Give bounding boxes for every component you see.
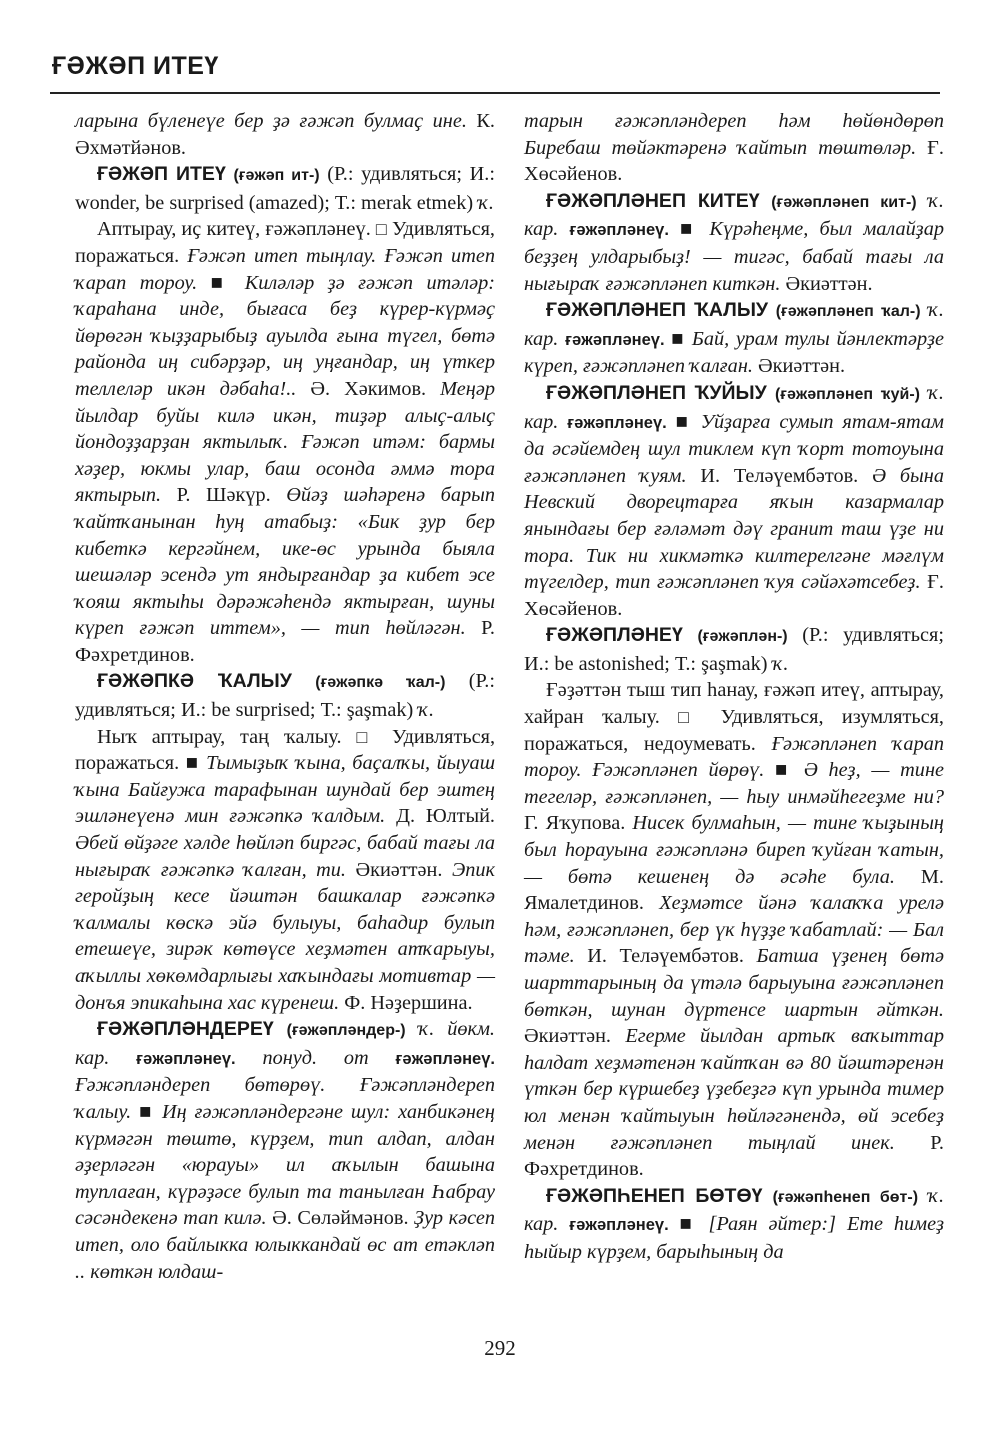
text-run <box>762 1185 772 1207</box>
italic-text: ҡ. <box>772 652 789 675</box>
text-run: ■ <box>764 759 804 782</box>
text-run: М. Ямалетдинов. <box>524 865 944 915</box>
italic-text: Өйәҙ шәһәренә барып ҡайтҡанынан һуң атабыҙ: «Бик ҙур бер кибеткә кергәйнем, ике-өс урында быяла шешәләр эсендә ут яндырғандар ҙа кибет эсе ҡояш яктыһы дәрәжәһендә яктырған, шуны күреп ғәжәп иттем», — тип һөйләгән. <box>75 484 496 640</box>
text-run: ■ <box>664 327 692 350</box>
continued-paragraph <box>524 108 944 188</box>
text-run <box>558 1213 569 1235</box>
cross-reference: ғәжәпләнеү. <box>569 221 669 240</box>
text-run: (Р.: удивляться; И.: be astonished; Т.: şaşmak) <box>524 624 945 675</box>
text-run: Әкиәттән. <box>524 1025 626 1048</box>
text-run: Әкиәттән. <box>345 858 452 881</box>
dictionary-paragraph <box>75 216 495 668</box>
italic-text: Иң ғәжәпләндергәне шул: ханбикәнең күрмәгән төштө, күрҙем, тип алдап, алдан әҙерләгән «юрауы» ил аҡылын башына туплаған, күрәҙәсе булып та танылған Һабрау сәсәндекенә тап килә. <box>75 1100 495 1230</box>
continued-paragraph <box>75 108 495 161</box>
text-run <box>768 299 776 321</box>
italic-text: Хеҙмәтсе йәнә ҡалаҡҡа урелә һәм, ғәжәпләнеп, бер үк һүҙҙе ҡабатлай: — Бал тәме. <box>524 892 944 968</box>
text-run: И. Теләүембәтов. <box>574 945 757 968</box>
text-run: (Р.: удивляться; И.: wonder, be surprised (amazed); Т.: merak etmek) <box>75 163 495 214</box>
italic-text: ҡ. кар. <box>524 299 944 350</box>
italic-text: Бай, урам тулы йәнлектәрҙе күреп, ғәжәпләнеп ҡалған. <box>524 327 944 378</box>
running-head: ҒӘЖӘП ИТЕҮ <box>52 52 219 80</box>
italic-text: ҡ. йөкм. кар. <box>75 1018 495 1069</box>
cross-reference: ғәжәпләнеү. <box>565 330 665 349</box>
headword: ҒӘЖӘПЛӘНЕҮ <box>546 624 683 647</box>
headword-stem: (ғәжәпләнеп ҡал-) <box>775 303 921 321</box>
dictionary-paragraph <box>75 668 495 723</box>
text-run: Ф. Нәҙершина. <box>339 991 473 1014</box>
headword-stem: (ғәжәп ит-) <box>233 167 320 185</box>
text-run <box>767 382 775 404</box>
right-column <box>524 108 944 1266</box>
text-run <box>558 411 567 433</box>
text-run <box>369 1047 396 1069</box>
translation-marker: □ <box>375 219 387 240</box>
text-run: (Р.: удивляться; И.: be surprised; Т.: şaşmak) <box>75 670 496 722</box>
header-rule <box>50 92 940 94</box>
text-run: Д. Юлтый. <box>385 805 495 828</box>
headword: ҒӘЖӘПКӘ ҠАЛЫУ <box>97 670 292 693</box>
headword-stem: (ғәжәпләнеп ҡуй-) <box>774 385 920 403</box>
text-run <box>917 190 929 212</box>
italic-text: ларына бүленеүе бер ҙә ғәжәп булмаҫ ине. <box>75 110 467 132</box>
italic-text: Нисек булмаһын, — тине ҡыҙының был һорауына ғәжәпләнә биреп ҡуйған ҡатын, — бөтә кешенең дә әсәһе була. <box>524 812 944 888</box>
text-run: Аптырау, иҫ китеү, ғәжәпләнеү. <box>97 218 376 241</box>
dictionary-paragraph <box>75 161 495 216</box>
italic-text: Киләләр ҙә ғәжәп итәләр: ҡараһана инде, бығаса беҙ күрер-күрмәҫ йөрөгән ҡыҙҙарыбыҙ ауылда ғына түгел, бөтә районда иң сибәрҙәр, иң уңғандар, иң үткер теллеләр икән дәбаһа!.. <box>75 271 495 400</box>
text-run: Ныҡ аптырау, таң ҡалыу. <box>97 725 357 748</box>
italic-text: Күрәһеңме, был малайҙар беҙҙең улдарыбыҙ! — тигәс, бабай тағы ла нығыраҡ ғәжәпләнеп киткән. <box>524 218 944 295</box>
text-run: ■ <box>668 218 710 241</box>
text-run: Әкиәттән. <box>752 355 846 378</box>
italic-text: Әбей өйҙәге хәлде һөйләп биргәс, бабай тағы ла нығыраҡ ғәжәпкә ҡалған, ти. <box>75 832 495 881</box>
cross-reference: ғәжәпләнеү. <box>136 1049 236 1068</box>
text-run: Ә. Хәкимов. <box>296 377 441 400</box>
italic-text: ҡ. <box>478 191 494 214</box>
italic-text: ҡ. кар. <box>524 381 944 433</box>
text-run: ■ <box>666 410 701 433</box>
dictionary-paragraph <box>524 677 944 1182</box>
italic-text: Ғәжәп итеп тыңлау. Ғәжәп итеп ҡарап тороу. <box>75 244 495 294</box>
left-column <box>75 108 495 1285</box>
text-run: Удивляться, поражаться. ■ <box>75 725 496 775</box>
text-run: Ә. Сөләймәнов. <box>266 1207 415 1230</box>
italic-text: Ә һеҙ, — тине тегеләр, ғәжәпләнеп, — һыу инмәйһегеҙме ни? <box>524 759 945 808</box>
cross-reference: ғәжәпләнеү. <box>395 1049 495 1068</box>
italic-text: Уйҙарға сумып ятам-ятам да әсәйемдең шул тиклем күп ҡорт тотоуына ғәжәпләнеп ҡуям. <box>524 410 944 487</box>
text-run: Р. Фәхретдинов. <box>75 617 495 666</box>
text-run <box>920 382 928 404</box>
text-run: Г. Яҡупова. <box>524 812 633 835</box>
dictionary-paragraph <box>75 1016 495 1285</box>
headword-stem: (ғәжәплән-) <box>697 628 788 646</box>
page-number: 292 <box>484 1336 516 1360</box>
headword: ҒӘЖӘПЛӘНЕП ҠАЛЫУ <box>546 299 769 322</box>
italic-text: ҡ. <box>418 699 435 722</box>
italic-text: [Раян әйтер:] Ете һимеҙ һыйыр күрҙем, барыһының да <box>524 1213 944 1263</box>
italic-text: Ғәжәпләндереп бөтөрөү. Ғәжәпләндереп ҡалыу. <box>75 1074 495 1123</box>
dictionary-paragraph <box>524 380 944 622</box>
italic-text: понуд. от <box>262 1046 369 1069</box>
headword: ҒӘЖӘП ИТЕҮ <box>97 163 226 186</box>
translation-marker: □ <box>356 726 378 747</box>
text-run: ■ <box>131 1100 162 1123</box>
headword: ҒӘЖӘПЛӘНЕП КИТЕҮ <box>546 189 760 212</box>
headword-stem: (ғәжәпләнеп кит-) <box>771 193 917 211</box>
text-run: К. Әхмәтйәнов. <box>75 110 495 159</box>
italic-text: ҡ. кар. <box>524 1184 945 1236</box>
text-run <box>109 1047 136 1069</box>
translation-marker: □ <box>678 707 703 728</box>
cross-reference: ғәжәпләнеү. <box>569 1216 669 1235</box>
headword: ҒӘЖӘПЛӘНЕП ҠУЙЫУ <box>546 381 767 404</box>
text-run <box>760 190 772 212</box>
text-run <box>274 1018 287 1040</box>
text-run: Ғ. Хөсәйенов. <box>524 136 944 186</box>
italic-text: Ҙур кәсеп итеп, оло байлыкка юлыккандай өс ат етәкләп .. көткән юлдаш- <box>75 1207 495 1283</box>
dictionary-paragraph <box>75 724 495 1017</box>
text-run: Ғ. Хөсәйенов. <box>524 571 944 620</box>
text-run <box>406 1018 419 1040</box>
text-run <box>918 1185 928 1207</box>
dictionary-paragraph <box>524 188 944 297</box>
italic-text: Эпик геройҙың кесе йәштән башкалар ғәжәпкә ҡалмалы көскә эйә булыуы, баһадир булып етешеүе, зирәк көтөүсе хеҙмәтен атҡарыуы, аҡыллы хөкөмдарлығы хаҡындағы мотивтар — донъя эпикаһына хас күренеш. <box>75 858 496 1014</box>
text-run: Удивляться, поражаться. <box>75 218 496 267</box>
dictionary-paragraph <box>524 1183 944 1266</box>
italic-text: ҡ. кар. <box>524 189 944 241</box>
text-run: Р. Шәкүр. <box>161 484 287 507</box>
headword: ҒӘЖӘПЛӘНДЕРЕҮ <box>97 1018 274 1041</box>
text-run <box>236 1047 263 1069</box>
text-run <box>292 670 315 692</box>
text-run <box>683 624 698 646</box>
italic-text: тарын ғәжәпләндереп һәм һөйөндөрөп Биребаш төйәктәренә ҡайтып төштөләр. <box>524 110 944 159</box>
cross-reference: ғәжәпләнеү. <box>567 413 667 432</box>
headword-stem: (ғәжәпһенеп бөт-) <box>772 1188 919 1206</box>
text-run <box>558 218 569 240</box>
text-run: ■ <box>197 271 245 294</box>
italic-text: Ә бына Невский дворецтарға яҡын казармалар янындағы бер ғәләмәт дәү гранит таш үҙе ни тора. Тик ни хикмәткә килтерелгәне мәғлүм түгелдер, тип ғәжәпләнеп ҡуя сәйәхәтсебеҙ. <box>524 464 944 594</box>
text-run: ■ <box>668 1213 709 1236</box>
italic-text: Меңәр йылдар буйы килә икән, тиҙәр алыҫ-алыҫ йондоҙҙарҙан яктылыҡ. Ғәжәп итәм: бармы хәҙер, юкмы улар, баш осонда әммә тора яктырып. <box>75 377 495 507</box>
dictionary-paragraph <box>524 622 944 677</box>
text-run: Әкиәттән. <box>780 272 873 295</box>
headword-stem: (ғәжәпкә ҡал-) <box>315 674 446 692</box>
italic-text: Тымыҙыҡ ҡына, баҫалҡы, йыуаш ҡына Байғужа тарафынан шундай бер эштең эшләнеүенә мин ғәжәпкә ҡалдым. <box>75 752 495 828</box>
text-run: Ғәҙәттән тыш тип һанау, ғәжәп итеү, аптырау, хайран ҡалыу. <box>524 679 944 729</box>
italic-text: Батша үҙенең бөтә шарттарының да үтәлә барыуына ғәжәпләнеп бөткән, шунан дүртенсе шартын әйткән. <box>524 945 944 1021</box>
dictionary-paragraph <box>524 297 944 380</box>
text-run: Р. Фәхретдинов. <box>524 1131 945 1181</box>
headword-stem: (ғәжәпләндер-) <box>286 1022 406 1040</box>
text-run: И. Теләүембәтов. <box>686 464 872 487</box>
italic-text: Егерме йылдан артыҡ ваҡыттар һалдат хеҙмәтенән ҡайтҡан вә 80 йәштәренән үткән бер күршебеҙ үҙебеҙгә күп урында тимер юл менән ҡайтыуын һөйләгәнендә, өй эсебеҙ менән ғәжәпләнеп тыңлай инек. <box>524 1025 944 1154</box>
text-run: Удивляться, изумляться, поражаться, недоумевать. <box>524 706 944 755</box>
italic-text: Ғәжәпләнеп ҡарап тороу. Ғәжәпләнеп йөрөү. <box>524 732 944 782</box>
headword: ҒӘЖӘПҺЕНЕП БӨТӨҮ <box>546 1184 763 1207</box>
